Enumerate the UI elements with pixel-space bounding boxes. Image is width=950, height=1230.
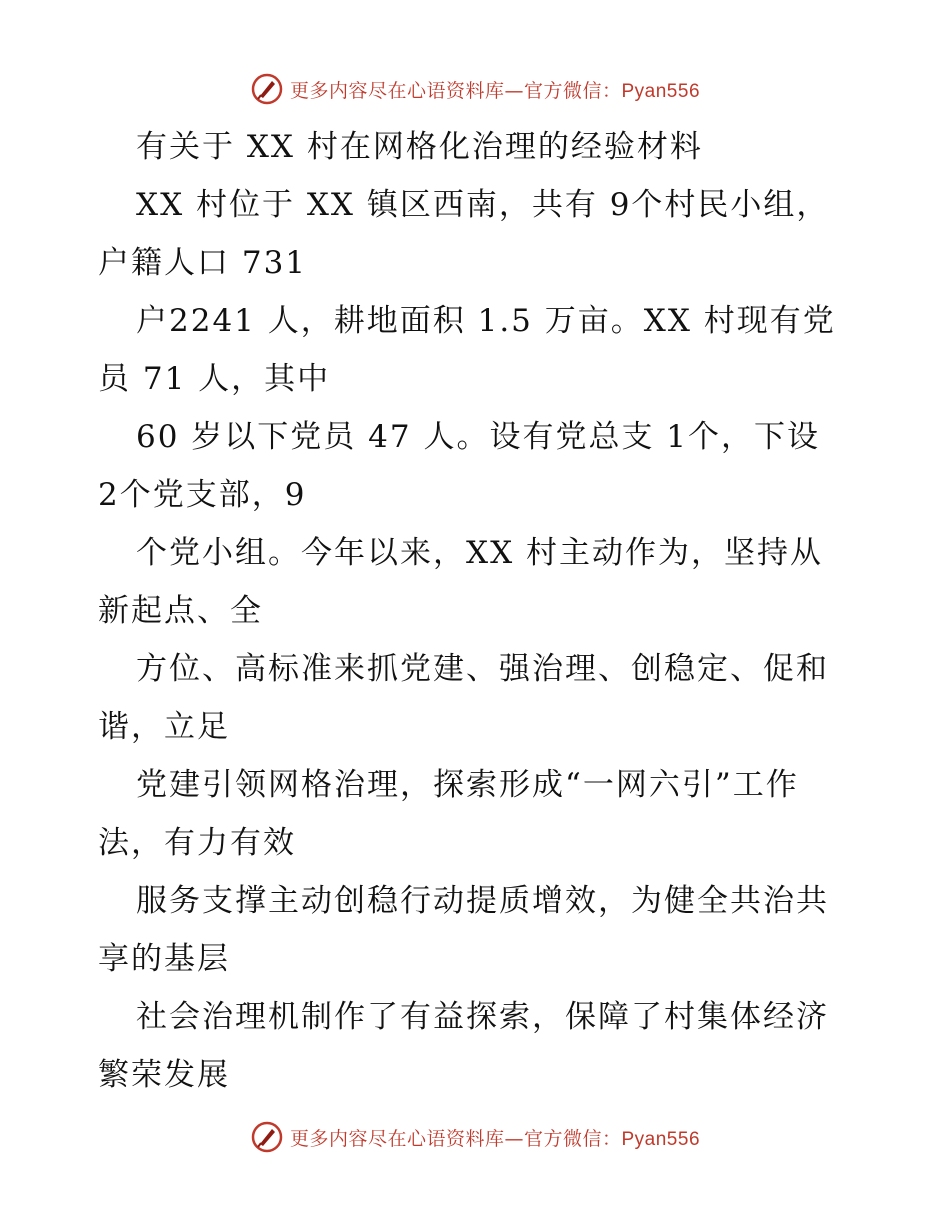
document-line: 党建引领网格治理，探索形成“一网六引”工作	[136, 767, 799, 803]
document-line: 户籍人口 731	[98, 245, 308, 281]
document-line: 个党小组。今年以来，XX 村主动作为，坚持从	[136, 535, 823, 571]
header-banner	[0, 72, 950, 106]
banner-wechat-label: 官方微信：	[523, 1127, 622, 1150]
banner-handle: Pyan556	[621, 80, 701, 102]
document-line: XX 村位于 XX 镇区西南，共有 9个村民小组，	[136, 187, 830, 223]
document-line: 有关于 XX 村在网格化治理的经验材料	[136, 129, 703, 165]
banner-site-name: 更多内容尽在心语资料库	[289, 79, 505, 102]
document-line: 法，有力有效	[98, 825, 296, 861]
quill-logo-icon	[250, 1120, 284, 1154]
document-line: 社会治理机制作了有益探索，保障了村集体经济	[136, 999, 829, 1035]
document-line: 繁荣发展	[98, 1057, 230, 1093]
document-line: 享的基层	[98, 941, 230, 977]
document-line: 2个党支部，9	[98, 477, 307, 513]
document-line: 谐，立足	[98, 709, 230, 745]
document-line: 新起点、全	[98, 593, 263, 629]
document-line: 户2241 人，耕地面积 1.5 万亩。XX 村现有党	[136, 303, 836, 339]
document-line: 60 岁以下党员 47 人。设有党总支 1个，下设	[136, 419, 821, 455]
banner-text	[290, 1124, 700, 1151]
banner-handle: Pyan556	[621, 1128, 701, 1150]
document-line: 员 71 人，其中	[98, 361, 331, 397]
banner-site-name: 更多内容尽在心语资料库	[289, 1127, 505, 1150]
document-line: 服务支撑主动创稳行动提质增效，为健全共治共	[136, 883, 829, 919]
banner-separator: —	[504, 79, 524, 102]
banner-wechat-label: 官方微信：	[523, 79, 622, 102]
banner-separator: —	[504, 1127, 524, 1150]
quill-logo-icon	[250, 72, 284, 106]
document-line: 方位、高标准来抓党建、强治理、创稳定、促和	[136, 651, 829, 687]
banner-text	[290, 76, 700, 103]
document-body	[98, 118, 858, 1104]
footer-banner	[0, 1120, 950, 1154]
